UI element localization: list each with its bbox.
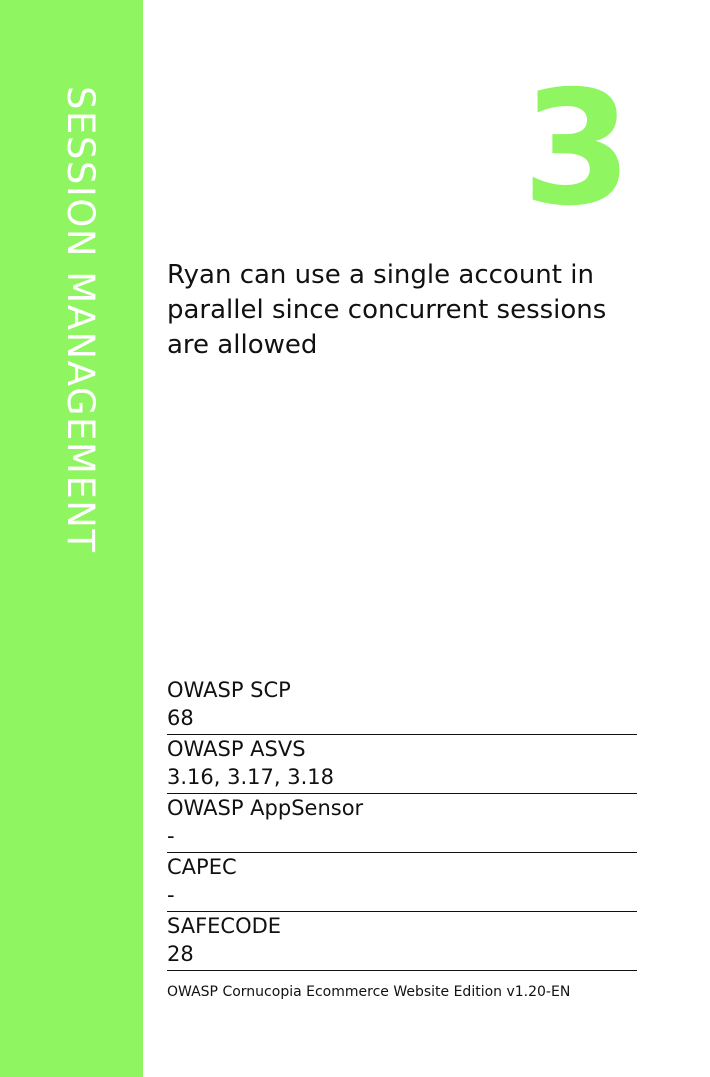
reference-owasp-appsensor [167,794,637,853]
reference-value: 68 [167,706,194,730]
reference-value: - [167,883,175,907]
reference-owasp-asvs [167,735,637,794]
reference-safecode [167,912,637,971]
reference-capec [167,853,637,912]
reference-value: 3.16, 3.17, 3.18 [167,765,334,789]
card-number: 3 [522,57,632,241]
reference-label: SAFECODE [167,914,282,938]
edition-footer: OWASP Cornucopia Ecommerce Website Edition v1.20-EN [167,984,571,1000]
reference-label: OWASP SCP [167,678,291,702]
category-sidebar [0,0,143,1077]
reference-value: 28 [167,942,194,966]
card-description: Ryan can use a single account in parallel since concurrent sessions are allowed [167,260,607,360]
reference-label: OWASP ASVS [167,737,306,761]
reference-label: CAPEC [167,855,237,879]
references-list [167,676,637,971]
reference-owasp-scp [167,676,637,735]
reference-label: OWASP AppSensor [167,796,364,820]
reference-value: - [167,824,175,848]
category-title: SESSION MANAGEMENT [59,86,102,554]
